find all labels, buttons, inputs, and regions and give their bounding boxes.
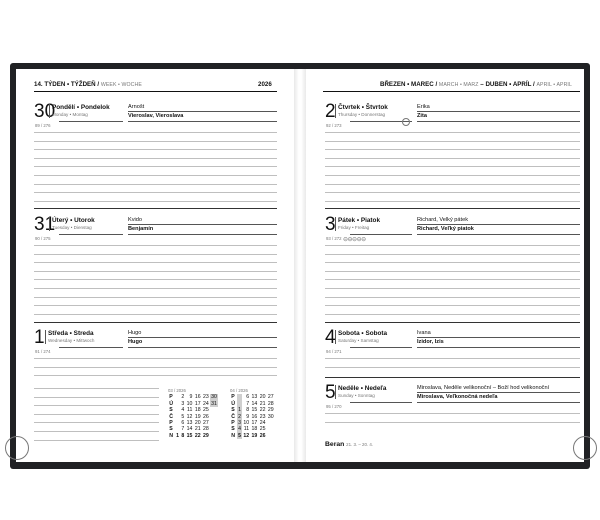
writing-line bbox=[325, 288, 580, 289]
calendar-day: 9 bbox=[246, 413, 250, 420]
calendar-day: 3 bbox=[238, 420, 242, 427]
calendar-day: 23 bbox=[259, 413, 266, 420]
day-name-translation: Monday • Montag bbox=[52, 112, 88, 117]
mini-calendar-march bbox=[168, 388, 218, 439]
writing-line bbox=[34, 422, 159, 423]
month-translations: MARCH • MARZ bbox=[438, 82, 479, 88]
calendar-day: 3 bbox=[181, 400, 185, 407]
writing-line bbox=[325, 314, 580, 315]
calendar-day: 1 bbox=[238, 407, 242, 414]
weekday-label: N bbox=[169, 432, 173, 439]
weekday-label: N bbox=[231, 432, 235, 439]
day-name: Středa • Streda bbox=[48, 330, 94, 337]
writing-line bbox=[325, 245, 580, 246]
writing-line bbox=[325, 192, 580, 193]
week-label: 14. TÝDEN • TÝŽDEŇ / bbox=[34, 81, 100, 88]
name-rule bbox=[350, 402, 412, 403]
calendar-day: 14 bbox=[186, 426, 193, 433]
saint-rule bbox=[128, 121, 277, 122]
day-divider bbox=[335, 385, 336, 399]
day-number: 5 bbox=[325, 382, 336, 403]
nameday-cz: Ivana bbox=[417, 330, 431, 336]
day-separator bbox=[325, 322, 580, 323]
calendar-day: 27 bbox=[202, 420, 209, 427]
writing-line bbox=[34, 358, 277, 359]
writing-line bbox=[325, 201, 580, 202]
calendar-day: 28 bbox=[267, 400, 274, 407]
saint-rule bbox=[417, 111, 580, 112]
year-label: 2026 bbox=[258, 81, 272, 88]
saint-rule bbox=[128, 347, 277, 348]
writing-line bbox=[34, 397, 159, 398]
calendar-day: 14 bbox=[251, 400, 258, 407]
weekday-label: P bbox=[169, 394, 173, 401]
calendar-day: 11 bbox=[243, 426, 250, 433]
saint-rule bbox=[417, 392, 580, 393]
writing-line bbox=[34, 288, 277, 289]
day-divider bbox=[335, 217, 336, 231]
calendar-day: 17 bbox=[194, 400, 201, 407]
calendar-day: 28 bbox=[202, 426, 209, 433]
zodiac-label bbox=[325, 441, 373, 448]
day-name-translation: Friday • Freitag bbox=[338, 225, 370, 230]
day-name: Pondělí • Pondelok bbox=[52, 104, 110, 111]
calendar-day: 6 bbox=[181, 420, 185, 427]
calendar-day: 30 bbox=[267, 413, 274, 420]
saint-rule bbox=[417, 337, 580, 338]
calendar-day: 24 bbox=[259, 420, 266, 427]
day-divider bbox=[335, 330, 336, 344]
day-name-translation: Sunday • Sonntag bbox=[338, 393, 375, 398]
saint-rule bbox=[128, 337, 277, 338]
calendar-day: 21 bbox=[194, 426, 201, 433]
writing-line bbox=[325, 141, 580, 142]
writing-line bbox=[34, 245, 277, 246]
day-name: Sobota • Sobota bbox=[338, 330, 388, 337]
calendar-day bbox=[267, 433, 275, 439]
nameday-cz: Miroslava, Neděle velikonoční – Boží hod velikonoční bbox=[417, 385, 550, 391]
month-main: BŘEZEN • MAREC / bbox=[380, 81, 438, 88]
nameday-cz: Arnošt bbox=[128, 104, 145, 110]
writing-line bbox=[34, 305, 277, 306]
calendar-day: 23 bbox=[202, 394, 209, 401]
calendar-day: 19 bbox=[251, 432, 258, 439]
month-dash: – bbox=[480, 81, 484, 88]
writing-line bbox=[34, 141, 277, 142]
writing-line bbox=[34, 132, 277, 133]
saint-rule bbox=[128, 111, 277, 112]
writing-line bbox=[34, 314, 277, 315]
weekday-label: P bbox=[231, 420, 235, 427]
writing-line bbox=[34, 414, 159, 415]
calendar-row bbox=[168, 433, 218, 439]
writing-line bbox=[325, 367, 580, 368]
weekday-label: S bbox=[231, 426, 235, 433]
calendar-day: 8 bbox=[181, 432, 185, 439]
writing-line bbox=[325, 413, 580, 414]
day-count: 94 / 271 bbox=[326, 349, 342, 354]
nameday-sk: Izidor, Izis bbox=[417, 339, 444, 345]
calendar-day: 15 bbox=[186, 432, 193, 439]
calendar-day: 24 bbox=[202, 400, 209, 407]
week-translations: WEEK • WOCHE bbox=[100, 82, 142, 88]
writing-line bbox=[34, 405, 159, 406]
day-count: 95 / 270 bbox=[326, 404, 342, 409]
nameday-sk: Vieroslav, Vieroslava bbox=[128, 113, 184, 119]
writing-line bbox=[34, 388, 159, 389]
day-name: Pátek • Piatok bbox=[338, 217, 381, 224]
weekday-label: Ú bbox=[231, 400, 235, 407]
saint-rule bbox=[128, 234, 277, 235]
day-name: Úterý • Utorok bbox=[52, 217, 95, 224]
nameday-sk: Miroslava, Veľkonočná nedeľa bbox=[417, 394, 498, 400]
calendar-row bbox=[230, 433, 275, 439]
day-divider bbox=[335, 104, 336, 118]
calendar-day: 20 bbox=[259, 394, 266, 401]
writing-line bbox=[34, 262, 277, 263]
weekday-label: P bbox=[169, 420, 173, 427]
mini-calendar-title: 04 / 2026 bbox=[230, 388, 248, 393]
writing-line bbox=[325, 297, 580, 298]
calendar-day: 6 bbox=[246, 394, 250, 401]
day-number: 30 bbox=[34, 101, 56, 122]
day-number: 2 bbox=[325, 101, 336, 122]
day-name: Čtvrtek • Štvrtok bbox=[338, 104, 388, 111]
day-number: 3 bbox=[325, 214, 336, 235]
calendar-day: 20 bbox=[194, 420, 201, 427]
nameday-cz: Hugo bbox=[128, 330, 142, 336]
month-header bbox=[380, 81, 572, 88]
mini-calendar-title: 03 / 2026 bbox=[168, 388, 186, 393]
header-rule-left bbox=[34, 91, 277, 92]
calendar-day: 26 bbox=[259, 432, 266, 439]
name-rule bbox=[59, 234, 123, 235]
calendar-day: 18 bbox=[251, 426, 258, 433]
calendar-day: 18 bbox=[194, 407, 201, 414]
zodiac-dates: 21. 3. – 20. 4. bbox=[346, 442, 374, 447]
day-count: 93 / 272 bbox=[326, 236, 342, 241]
calendar-day: 29 bbox=[202, 432, 209, 439]
calendar-day: 19 bbox=[194, 413, 201, 420]
calendar-day: 11 bbox=[187, 407, 193, 414]
weekday-label: Č bbox=[169, 413, 173, 420]
writing-line bbox=[325, 149, 580, 150]
calendar-day: 12 bbox=[243, 432, 250, 439]
right-page bbox=[306, 69, 584, 462]
calendar-day: 21 bbox=[259, 400, 266, 407]
week-header bbox=[34, 81, 142, 88]
calendar-day: 29 bbox=[267, 407, 274, 414]
book-spine bbox=[294, 69, 306, 462]
writing-line bbox=[325, 422, 580, 423]
day-name-translation: Tuesday • Dienstag bbox=[52, 225, 92, 230]
writing-line bbox=[34, 201, 277, 202]
calendar-day: 12 bbox=[186, 413, 193, 420]
writing-line bbox=[34, 271, 277, 272]
day-name-translation: Thursday • Donnerstag bbox=[338, 112, 386, 117]
calendar-day: 10 bbox=[186, 400, 193, 407]
name-rule bbox=[59, 347, 123, 348]
writing-line bbox=[325, 166, 580, 167]
weekday-label: S bbox=[169, 426, 173, 433]
calendar-day: 25 bbox=[202, 407, 209, 414]
weekday-label: S bbox=[231, 407, 235, 414]
day-count: 90 / 275 bbox=[35, 236, 51, 241]
zodiac-sign: Beran bbox=[325, 441, 345, 448]
mini-calendar-april bbox=[230, 388, 275, 439]
moon-phase-icon bbox=[402, 118, 410, 126]
saint-rule bbox=[417, 234, 580, 235]
day-name-translation: Wednesday • Mittwoch bbox=[48, 338, 95, 343]
writing-line bbox=[325, 271, 580, 272]
calendar-day: 16 bbox=[194, 394, 201, 401]
writing-line bbox=[34, 175, 277, 176]
nameday-sk: Benjamín bbox=[128, 226, 154, 232]
day-separator bbox=[34, 208, 277, 209]
day-number: 4 bbox=[325, 327, 336, 348]
writing-line bbox=[34, 254, 277, 255]
page-corner-left bbox=[5, 436, 29, 460]
month-translations-2: APRIL • APRIL bbox=[536, 82, 572, 88]
writing-line bbox=[34, 440, 159, 441]
writing-line bbox=[325, 184, 580, 185]
writing-line bbox=[325, 279, 580, 280]
writing-line bbox=[34, 375, 277, 376]
calendar-day: 2 bbox=[181, 394, 185, 401]
calendar-day: 4 bbox=[238, 426, 242, 433]
calendar-day: 9 bbox=[189, 394, 193, 401]
saint-rule bbox=[417, 347, 580, 348]
calendar-day: 2 bbox=[238, 413, 242, 420]
writing-line bbox=[325, 358, 580, 359]
writing-line bbox=[34, 192, 277, 193]
calendar-day: 8 bbox=[246, 407, 250, 414]
calendar-day: 30 bbox=[211, 394, 217, 401]
nameday-sk: Zita bbox=[417, 113, 427, 119]
day-divider bbox=[45, 330, 46, 344]
name-rule bbox=[350, 234, 412, 235]
writing-line bbox=[325, 158, 580, 159]
nameday-sk: Richard, Veľký piatok bbox=[417, 226, 474, 232]
nameday-cz: Erika bbox=[417, 104, 430, 110]
calendar-day: 5 bbox=[181, 413, 185, 420]
day-divider bbox=[49, 104, 50, 118]
calendar-day: 1 bbox=[176, 432, 180, 439]
name-rule bbox=[350, 347, 412, 348]
weekday-label: Č bbox=[231, 413, 235, 420]
saint-rule bbox=[417, 224, 580, 225]
writing-line bbox=[34, 279, 277, 280]
writing-line bbox=[34, 297, 277, 298]
writing-line bbox=[34, 149, 277, 150]
writing-line bbox=[34, 431, 159, 432]
weekday-label: P bbox=[231, 394, 235, 401]
day-name-translation: Saturday • Samstag bbox=[338, 338, 379, 343]
day-name: Neděle • Nedeľa bbox=[338, 385, 387, 392]
name-rule bbox=[59, 121, 123, 122]
writing-line bbox=[325, 262, 580, 263]
page-corner-right bbox=[573, 436, 597, 460]
saint-rule bbox=[128, 224, 277, 225]
month-main-2: DUBEN • APRÍL / bbox=[485, 81, 535, 88]
writing-line bbox=[325, 175, 580, 176]
weekday-label: S bbox=[169, 407, 173, 414]
weekday-label: Ú bbox=[169, 400, 173, 407]
calendar-day: 13 bbox=[186, 420, 193, 427]
saint-rule bbox=[417, 402, 580, 403]
day-separator bbox=[34, 322, 277, 323]
day-divider bbox=[49, 217, 50, 231]
calendar-day: 15 bbox=[251, 407, 258, 414]
calendar-day: 5 bbox=[238, 432, 242, 439]
day-count: 89 / 276 bbox=[35, 123, 51, 128]
nameday-cz: Kvido bbox=[128, 217, 142, 223]
calendar-day: 7 bbox=[246, 400, 250, 407]
writing-line bbox=[325, 254, 580, 255]
nameday-sk: Hugo bbox=[128, 339, 143, 345]
calendar-day: 10 bbox=[243, 420, 250, 427]
day-number: 31 bbox=[34, 214, 56, 235]
calendar-day: 22 bbox=[259, 407, 266, 414]
writing-line bbox=[325, 132, 580, 133]
calendar-day: 22 bbox=[194, 432, 201, 439]
writing-line bbox=[34, 166, 277, 167]
day-separator bbox=[325, 208, 580, 209]
day-count: 91 / 274 bbox=[35, 349, 51, 354]
day-number: 1 bbox=[34, 327, 45, 348]
calendar-day: 25 bbox=[259, 426, 266, 433]
day-separator bbox=[325, 377, 580, 378]
calendar-day: 4 bbox=[181, 407, 185, 414]
header-rule-right bbox=[323, 91, 580, 92]
calendar-day: 7 bbox=[181, 426, 185, 433]
calendar-day: 13 bbox=[251, 394, 258, 401]
calendar-day: 16 bbox=[251, 413, 258, 420]
calendar-day: 26 bbox=[202, 413, 209, 420]
writing-line bbox=[34, 184, 277, 185]
calendar-day: 31 bbox=[211, 400, 217, 407]
saint-rule bbox=[417, 121, 580, 122]
writing-line bbox=[34, 367, 277, 368]
writing-line bbox=[325, 305, 580, 306]
moon-phase-icons: ⊖⊖⊖⊖⊖ bbox=[343, 237, 366, 243]
day-count: 92 / 273 bbox=[326, 123, 342, 128]
calendar-day bbox=[210, 433, 218, 439]
calendar-day: 17 bbox=[251, 420, 258, 427]
writing-line bbox=[34, 158, 277, 159]
nameday-cz: Richard, Velký pátek bbox=[417, 217, 468, 223]
calendar-day: 27 bbox=[267, 394, 274, 401]
